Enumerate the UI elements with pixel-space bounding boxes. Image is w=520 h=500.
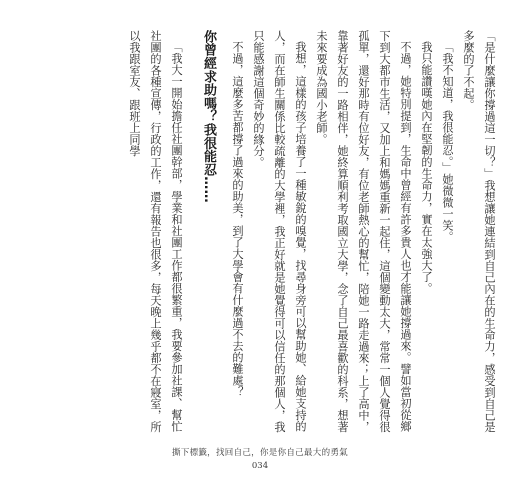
section-heading: 你曾經求助嗎？我很能忍…… bbox=[201, 30, 216, 203]
body-text bbox=[124, 30, 500, 435]
paragraph: 「是什麼讓你撐過這一切？」我想讓她連結到自己內在的生命力，感受到自己是多麼的了不起。 bbox=[462, 30, 496, 433]
paragraph: 「我大一開始擔任社團幹部，學業和社團工作都很繁重，我要參加社課、幫忙社團的各種宣傳，行政的工作，還有報告也很多，每天晚上幾乎都不在寢室，所以我跟室友、跟班上同學 bbox=[128, 30, 183, 433]
paragraph: 我想，這樣的孩子培養了一種敏銳的嗅覺，找尋身旁可以幫助她、給她支持的人，而在師生關係比較疏離的大學裡，我正好就是她覺得可以信任的那個人，我只能感謝這個奇妙的緣分。 bbox=[252, 30, 307, 433]
paragraph: 不過，她特別提到，生命中曾經有許多貴人也才能讓她撐過來。譬如當初從鄉下到大都市生活，又加上和媽媽重新一起住，這個變動太大，常常一個人覺得很孤單，還好那時有位好友，有位老師熱心的幫忙，陪她一路走過來；上了高中，靠著好友的一路相伴，她終算順利考取國立大學，念了自己最喜歡的科系，想著未來要成為國小老師。 bbox=[315, 30, 412, 433]
running-footer-title: 撕下標籤，找回自己，你是你自己最大的勇氣 bbox=[171, 448, 348, 458]
paragraph: 「我不知道，我很能忍。」她微微一笑。 bbox=[441, 41, 454, 243]
paragraph: 不過，這麼多苦都撐了過來的助美，到了大學會有什麼過不去的難處？ bbox=[231, 41, 244, 398]
page-footer bbox=[0, 446, 520, 471]
paragraph: 我只能讚嘆她內在堅韌的生命力，實在太強大了。 bbox=[420, 41, 433, 295]
page-number: 034 bbox=[251, 461, 269, 471]
